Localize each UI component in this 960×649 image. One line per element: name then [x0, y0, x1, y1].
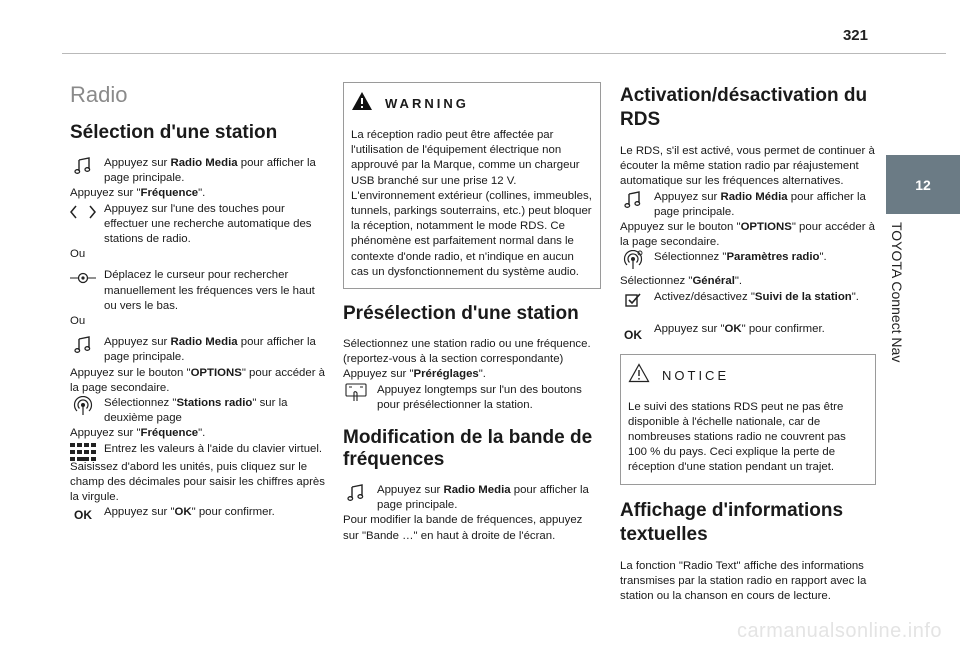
step-arrow-keys [70, 202, 326, 248]
rds-text-1: Le RDS, s'il est activé, vous permet de continuer à écouter la même station radio par réajustement automatique sur les fréquences alternatives. [620, 145, 875, 188]
or-text: Ou [70, 315, 86, 328]
ok-icon: OK [74, 508, 92, 523]
music-note-icon [620, 191, 646, 209]
step-text: Activez/désactivez "Suivi de la station". [654, 290, 859, 303]
step-text: Sélectionnez "Paramètres radio". [654, 251, 827, 264]
step-frequency: Appuyez sur "Fréquence". [70, 187, 206, 200]
step-rds-ok [620, 322, 876, 340]
step-rds-follow [620, 290, 876, 308]
warning-box [343, 82, 601, 289]
step-text: Appuyez sur "OK" pour confirmer. [104, 506, 275, 519]
notice-icon [628, 363, 650, 388]
step-text: Appuyez sur l'une des touches pour effectuer une recherche automatique des stations de radio. [104, 202, 312, 246]
section-title-station-selection: Sélection d'une station [70, 122, 278, 143]
watermark: carmanualsonline.info [736, 620, 942, 642]
checkbox-icon [620, 291, 646, 309]
step-text: Appuyez sur "OK" pour confirmer. [654, 322, 825, 335]
music-note-icon [70, 157, 96, 175]
step-keyboard [70, 442, 326, 460]
text-info-text: La fonction "Radio Text" affiche des informations transmises par la station radio en rapport avec la station ou la chanson en cours de lecture. [620, 559, 867, 603]
section-title-preset: Présélection d'une station [343, 303, 579, 325]
page-number: 321 [842, 27, 868, 44]
step-radio-media [70, 156, 326, 186]
notice-title: NOTICE [662, 367, 730, 383]
step-preset-long-press [343, 383, 601, 413]
column-3 [620, 84, 876, 604]
header-rule [62, 53, 946, 54]
column-1 [70, 70, 326, 523]
long-press-icon [343, 384, 369, 402]
step-radio-media-2 [70, 335, 326, 365]
step-text: Appuyez sur Radio Media pour afficher la page principale. [104, 157, 316, 185]
side-title: TOYOTA Connect Nav [889, 222, 905, 363]
rds-options: Appuyez sur le bouton "OPTIONS" pour accéder à la page secondaire. [620, 221, 876, 249]
radio-heading: Radio [70, 82, 128, 107]
warning-title: WARNING [385, 96, 469, 111]
warning-icon [351, 91, 373, 116]
slider-cursor-icon [70, 269, 96, 287]
step-units: Saisissez d'abord les unités, puis cliquez sur le champ des décimales pour saisir les chiffres après la virgule. [70, 460, 325, 504]
keyboard-icon [70, 443, 96, 461]
radio-waves-icon [70, 397, 96, 415]
step-stations-radio [70, 396, 326, 426]
step-text: Appuyez longtemps sur l'un des boutons pour présélectionner la station. [377, 383, 582, 411]
music-note-icon [70, 336, 96, 354]
preset-text-2: Appuyez sur "Préréglages". [343, 368, 486, 381]
section-title-text-info: Affichage d'informations textuelles [620, 499, 844, 545]
rds-general: Sélectionnez "Général". [620, 275, 743, 288]
step-rds-settings [620, 250, 876, 268]
step-cursor [70, 268, 326, 314]
section-title-band: Modification de la bande de fréquences [343, 427, 593, 471]
or-text: Ou [70, 248, 86, 261]
chapter-tab[interactable]: 12 [886, 155, 960, 214]
step-text: Appuyez sur Radio Média pour afficher la page principale. [654, 190, 866, 218]
step-ok [70, 505, 326, 523]
step-band-radio-media [343, 483, 601, 513]
step-options: Appuyez sur le bouton "OPTIONS" pour accéder à la page secondaire. [70, 366, 326, 394]
band-text: Pour modifier la bande de fréquences, appuyez sur "Bande …" en haut à droite de l'écran. [343, 514, 583, 542]
step-frequency-2: Appuyez sur "Fréquence". [70, 427, 206, 440]
step-text: Déplacez le curseur pour rechercher manuellement les fréquences vers le haut ou vers le bas. [104, 269, 315, 312]
step-rds-radio-media [620, 190, 876, 220]
warning-text: La réception radio peut être affectée par l'utilisation de l'équipement électrique non approuvé par la Marque, comme un chargeur USB branché sur une prise 12 V. L'environnement extérieur (collines, immeubles, tunnels, parkings souterrains, etc.) peut bloquer la réception, notamment le mode RDS. Ce phénomène est parfaitement normal dans le contexte d'onde radio, et n'indique en aucun cas un dysfonctionnement du système audio. [351, 129, 592, 278]
step-text: Sélectionnez "Stations radio" sur la deuxième page [104, 397, 288, 425]
notice-box [620, 354, 876, 485]
step-text: Appuyez sur Radio Media pour afficher la page principale. [377, 484, 589, 512]
music-note-icon [343, 484, 369, 502]
chevron-left-right-icon [70, 203, 96, 221]
section-title-rds: Activation/désactivation du RDS [620, 85, 868, 130]
step-text: Entrez les valeurs à l'aide du clavier virtuel. [104, 442, 323, 455]
column-2 [343, 82, 601, 544]
preset-text-1: Sélectionnez une station radio ou une fréquence. (reportez-vous à la section correspondante) [343, 338, 591, 366]
radio-settings-icon [620, 251, 646, 269]
ok-icon: OK [624, 327, 642, 342]
notice-text: Le suivi des stations RDS peut ne pas être disponible à l'échelle nationale, car de nombreuses stations radio ne couvrent pas 100 % du pays. Ceci explique la perte de réception d'une station pendant un trajet. [628, 400, 846, 474]
step-text: Appuyez sur Radio Media pour afficher la page principale. [104, 336, 316, 364]
